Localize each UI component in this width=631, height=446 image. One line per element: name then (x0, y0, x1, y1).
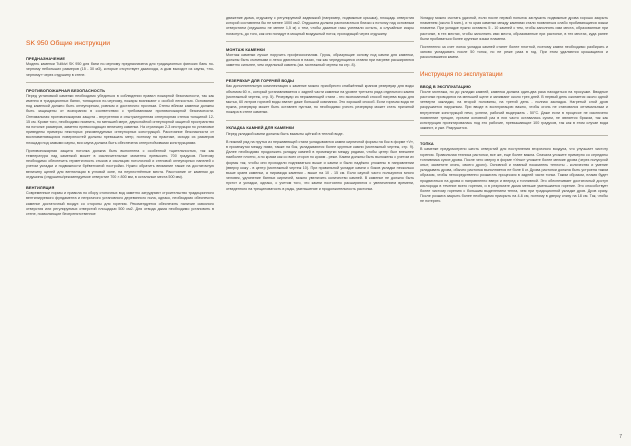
text-vent-continued: движение дыма, отдушину с регулируемой задвижкой (например, подвижные крышка), площадь отверстия которой составлена бы не менее 1000 см2. Отдушина должна располагаться близко к потолку над основным отверстием (отдушины не менее 1,5 м) с тем, чтобы дымные газы успевали остыть, а случайные искры погаснуть, до того, как они попадут в мощный воздушный поток, проходящий через отдушину. (226, 16, 414, 36)
divider (226, 41, 414, 42)
text-installation: Монтаж каменки лучше поручить профессионалам. Грузы, образующие основу под камни для каменки, должны быть съемными и легко двигаться в пазах, так как чередующиеся ставни при нагреве расширяются заметно сильнее, чем отдельный камень (см. монтажный чертеж на стр. 8). (226, 52, 414, 68)
heading-water-tank: РЕЗЕРВУАР ДЛЯ ГОРЯЧЕЙ ВОДЫ (226, 78, 295, 84)
text-ventilation: Современные нормы и правила по сбору стопочных вод заметно затрудняют строительство традиционного вентилируемого фундамента и непрочного установного деревянного пола, однако, необходимо обеспечить каменке достаточный воздух со стороны для горения. Рекомендуется обеспечить наличие сквозного отверстия или регулируемых отверстий площадью 500 см2. Для отвода дыма необходимо установить в стене, позволяющие беспрепятственное (26, 191, 214, 217)
column-left (26, 40, 214, 220)
heading-firing: ТОПКА (420, 141, 434, 147)
text-fire-safety: Перед установкой каменки необходимо убедиться в соблюдении правил пожарной безопасности, так как именно в традиционных банях, топящихся по-черному, пожары возникают с особой легкостью. Основание под каменкой должно быть огнеупорным, ровным и достаточно прочным. Стены вблизи каменки должны быть защищены от возгорания в соответствии с требованиями противопожарной безопасности. Оптимальная противопожарная защита - внутренняя и отштукатуренная огнеупорная стенка толщиной 12-15 см. Кроме того, необходимо помнить, по меньшей мере, двухслойной огнеупорной защитой пространство на потолке размеров, заметно превосходящих величину каменки. На страницах 2-3 инструкции по установке приведены примеры некоторых рекомендуемых огнеупорных конструкций. Расстояние безопасности от воспламеняющихся поверхностей должны превышать метр, поэтому на практике, исходя из размеров площади под самыми сауны, вся сауна должна быть обеспечена огнеустойчивыми конструкциями. (26, 93, 214, 145)
heading-stone-stacking: УКЛАДКА КАМНЕЙ ДЛЯ КАМЕНКИ (226, 125, 295, 131)
heading-commissioning: ВВОД В ЭКСПЛУАТАЦИЮ (420, 83, 471, 89)
text-firing: В каменке предусмотрено шесть отверстий для поступления вторичного воздуха, что улучшает чистоту горения. Правильная техника растопки, все же, еще более важна. Сначала уложите примерно со середины топливника сухие дрова. После чего сверху в форме «Ульи» уложите более мелкие дрова (через полусухой опыт, засветите огонь, своего дроги). Основной и главный показатель теплоты - количество и умение укладывать дрова, обычно растопка выполняется не боле 6 кг. Дрова растопки должна быть устроена таким образом, чтобы непосредственно розжигать процессия в задней части топки. Таким образом, пламя будет продвигаться на дрова и направленно вверх и вперед к топливной. Это обеспечивает достаточный доступ кислорода в течение всего горения, и в результате дыма меньше уменьшается горение. Это способствует более чистому горению с большим выделением тепла, чем при традиционной укладке дров. Дров сразу. После розжига закрыть более необходимо прикрыть на 4-6 см, поэтому в дверку снизу на 18 см. Так, чтобы не потерять (420, 147, 608, 204)
column-middle (226, 16, 414, 195)
heading-installation: МОНТАЖ КАМЕНКИ (226, 46, 266, 52)
divider (26, 82, 214, 83)
text-stone-stacking: В нижний ряд на прутья из нержавеющей стали укладываются камни кирпичной формы на бок в форме «V», в промежутки между ними, также на бок, укладываются более крупные камни (монтажный чертеж, стр. 9). Далее необходимо продолжить укладку камней в промежутки между рядами, чтобы центр был внешнее наиболее плотно, а по краям как со всех сторон по краям - реже. Камни должны быть выложены с учетом их формы так, чтобы они проходили подниматься выше и камни и были надёжно уложены в направлении (вверху кожу - в центр (монтажный чертеж 10). При правильной укладке камни с боков укладки несколько выше краев каменки, а пирамида каменки - выше на 10 - 15 см. Если сауной часто пользуются много человек, удлинение банных кирпичей, можно увеличить количество камней. В каменке не должно быть пустот и укладки, однако, с учетом того, что камни постоянно расширяются с увеличением времени, отведенного на трещиноватость в ряды, уменьшение и продолжительность растопки. (226, 139, 414, 191)
page-title: SK 950 Общие инструкции (26, 40, 111, 47)
text-water-tank: Как дополнительную комплектацию к каменке можно приобрести снабжённый краном резервуар для воды объемом 60 л., который устанавливается с задней части каменки на уровне третьего ряда отдельного камня (монтажный чертеж, стр. 5). Резервуар из нержавеющей стали - это экономичный способ нагрева воды для мытья, 60 литров горячей воды хватит даже большой компании. Это хороший способ. Если горячая вода не нужна, резервуар может быть оставлен пустым, но необходимо учесть резервуар может стать причиной пожара в стене каменки. (226, 84, 414, 115)
text-restacking: Постепенно за счет лопок укладка камней станет более плотной, поэтому камни необходимо разбирать и заново укладывать после 50 топок, но не реже раза в год. При этом удаляются крошащиеся и расколовшиеся камни. (420, 45, 608, 60)
text-stone-wash: Перед укладкой камни должны быть вымыты щёткой в теплой воде. (226, 131, 344, 136)
divider (226, 120, 414, 121)
text-commissioning: После монтажа, но до укладки камней, каменка должна один-два раза находиться на просушке. Вводные растопки проводятся на меньшей щепе и занимают около трех дней. В первый день сжигается около одной четверти закладки, на второй половины, на третий день - полная закладка. Нагретый слой дров разрушается наружным. При вводе в эксплуатацию важно, чтобы огонь не становился оптимальным и внутренние конструкций печи, успели, рабочий выдержать - 50°C. Даже если в процессе не исключено появление трещин, причем основной раз в них часто оставалась сухим, не является браком, так как конструкция проектировалась под это рабочие, превышающие 100 градусов, так как в этом случае вода закипит, и уже. Разрушится. (420, 89, 608, 131)
text-purpose: Модель каменки Tulikivi SK 950 для бани по-черному предназначена для традиционных финских бань по-черному небольших размеров (15 - 30 м3), которые отсутствует дымохода, а дым выходит из сауны, «по-черному» через отдушину в стене. (26, 62, 214, 77)
heading-ventilation: ВЕНТИЛЯЦИЯ (26, 185, 55, 191)
heading-fire-safety: ПРОТИВОПОЖАРНАЯ БЕЗОПАСНОСТЬ (26, 87, 106, 93)
heading-purpose: ПРЕДНАЗНАЧЕНИЕ (26, 56, 66, 61)
column-right (420, 16, 608, 208)
divider (420, 135, 608, 136)
text-stacking-continued: Укладку можно считать удачной, если после первой попыток заглушить подвижные дрова хорошо закрыть пламенем (около 5 мин.), и то края каменки между камнями стали появляться слабо пробивающиеся языки пламени. При укладке нужно оставить 5 - 10 камней с тем, чтобы заполнить ими места, образованные при растопке, в тех местах, чтобы заполнить ими места, образованные при растопке, в тех местах, куда ранее были пробиваться более крупные языки пламени. (420, 16, 608, 41)
section-title-operation: Инструкция по эксплуатации (420, 70, 503, 78)
text-ceiling-protection: Противопожарная защита потолка должна быть выполнена с особенной тщательностью, так как температура над каменкой может в исключительные моменты превысить 700 градусов. Поэтому необходимо обеспечить герметичность стыков и изоляцию потолочной и стеновой огнеупорных панелей с учетом укладки и подвижности брёвенчатой постройки. Нужно обратить внимание также на достаточную величину щелей для вентиляции в угловой зоне, на неуплотнённые места. Расстояние от каменки до отдушины (отдушины/рекомендуемое отверстие 700 × 800 мм, в остальные места 500 мм). (26, 148, 214, 179)
page-number: 7 (619, 434, 622, 440)
divider (226, 72, 414, 73)
